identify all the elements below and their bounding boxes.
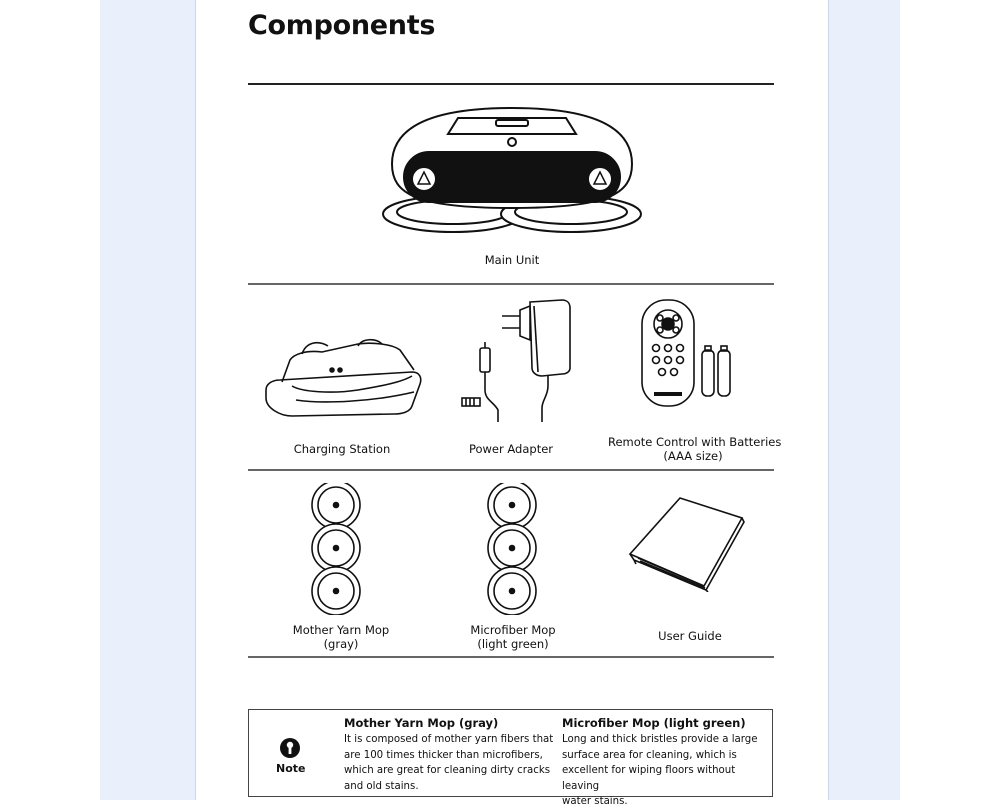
page-edge-left <box>195 0 196 800</box>
label-remote-control-line1: Remote Control with Batteries <box>608 435 782 449</box>
label-remote-control <box>608 435 782 463</box>
note-left-line: It is composed of mother yarn fibers that <box>344 734 554 745</box>
main-unit-illustration <box>378 104 646 242</box>
background-margin-left <box>100 0 196 800</box>
label-microfiber-mop-line2: (light green) <box>477 637 549 651</box>
label-mother-yarn-mop-line2: (gray) <box>323 637 359 651</box>
divider-1 <box>248 283 774 285</box>
note-left-line: and old stains. <box>344 780 419 792</box>
label-main-unit: Main Unit <box>484 253 540 267</box>
page-edge-right <box>828 0 829 800</box>
label-power-adapter: Power Adapter <box>468 442 554 456</box>
divider-top <box>248 83 774 85</box>
divider-2 <box>248 469 774 471</box>
note-left-body <box>344 732 554 794</box>
info-icon <box>279 737 301 759</box>
note-right-line: surface area for cleaning, which is <box>562 749 737 761</box>
power-adapter-illustration <box>458 296 574 424</box>
mother-yarn-mop-illustration <box>308 483 364 615</box>
note-left-title: Mother Yarn Mop (gray) <box>344 716 499 730</box>
label-user-guide: User Guide <box>658 629 722 643</box>
note-right-line: Long and thick bristles provide a large <box>562 734 758 745</box>
remote-control-illustration <box>638 296 734 410</box>
page-title: Components <box>248 10 436 41</box>
label-microfiber-mop <box>448 623 578 651</box>
microfiber-mop-illustration <box>484 483 540 615</box>
label-mother-yarn-mop-line1: Mother Yarn Mop <box>292 623 390 637</box>
note-right-body <box>562 732 770 810</box>
background-margin-right <box>828 0 900 800</box>
charging-station-illustration <box>262 336 426 418</box>
user-guide-illustration <box>624 494 748 592</box>
note-left-line: are 100 times thicker than microfibers, <box>344 749 543 761</box>
note-label: Note <box>276 762 306 775</box>
label-charging-station: Charging Station <box>293 442 391 456</box>
note-right-line: water stains. <box>562 796 628 807</box>
divider-3 <box>248 656 774 658</box>
note-left-line: which are great for cleaning dirty cracks <box>344 765 551 776</box>
note-right-line: excellent for wiping floors without leaving <box>562 765 736 792</box>
label-mother-yarn-mop <box>276 623 406 651</box>
label-microfiber-mop-line1: Microfiber Mop <box>470 623 556 637</box>
note-right-title: Microfiber Mop (light green) <box>562 716 746 730</box>
label-remote-control-line2: (AAA size) <box>663 449 723 463</box>
